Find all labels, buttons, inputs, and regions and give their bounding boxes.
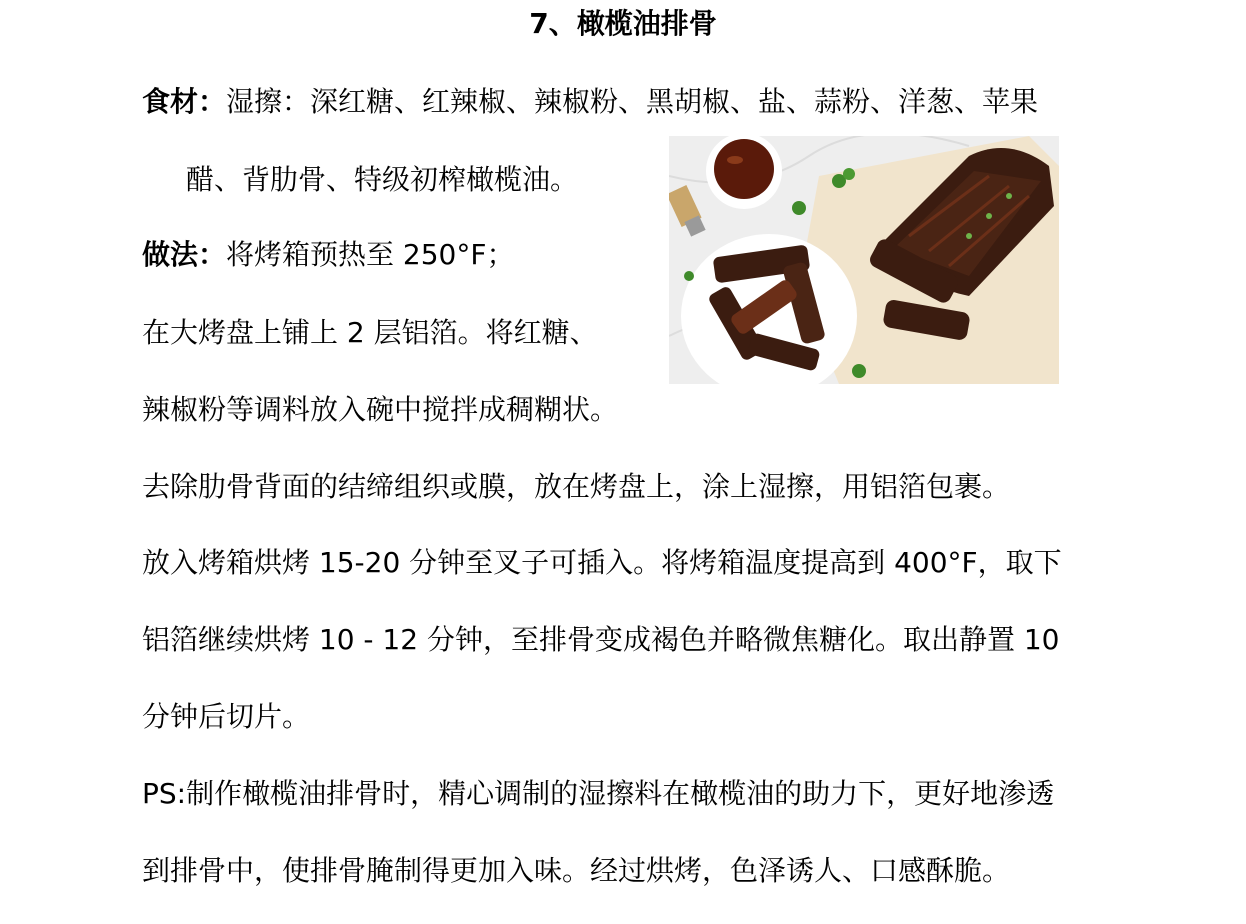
method-text-2: 在大烤盘上铺上 2 层铝箔。将红糖、 (142, 316, 598, 349)
ingredients-text-1: 湿擦：深红糖、红辣椒、辣椒粉、黑胡椒、盐、蒜粉、洋葱、苹果 (226, 85, 1039, 118)
method-text-4: 去除肋骨背面的结缔组织或膜，放在烤盘上，涂上湿擦，用铝箔包裹。 (142, 470, 1011, 503)
method-text-6: 铝箔继续烘烤 10 - 12 分钟，至排骨变成褐色并略微焦糖化。取出静置 10 (142, 623, 1060, 656)
method-text-7: 分钟后切片。 (142, 700, 311, 733)
ps-text-1: PS:制作橄榄油排骨时，精心调制的湿擦料在橄榄油的助力下，更好地渗透 (142, 777, 1055, 810)
ingredients-text-2: 醋、背肋骨、特级初榨橄榄油。 (186, 163, 579, 196)
method-label: 做法： (142, 238, 227, 271)
method-text-1: 将烤箱预热至 250°F； (226, 238, 515, 271)
ps-text-2: 到排骨中，使排骨腌制得更加入味。经过烘烤，色泽诱人、口感酥脆。 (142, 854, 1011, 887)
ingredients-line-1 (142, 82, 1038, 122)
method-text-3: 辣椒粉等调料放入碗中搅拌成稠糊状。 (142, 393, 619, 426)
ingredients-label: 食材： (142, 85, 227, 118)
method-text-5: 放入烤箱烘烤 15-20 分钟至叉子可插入。将烤箱温度提高到 400°F，取下 (142, 546, 1062, 579)
method-line-1 (142, 235, 514, 275)
ribs-photo (669, 136, 1059, 384)
page-title: 7、橄榄油排骨 (529, 7, 717, 40)
ribs-photo-icon (669, 136, 1059, 384)
